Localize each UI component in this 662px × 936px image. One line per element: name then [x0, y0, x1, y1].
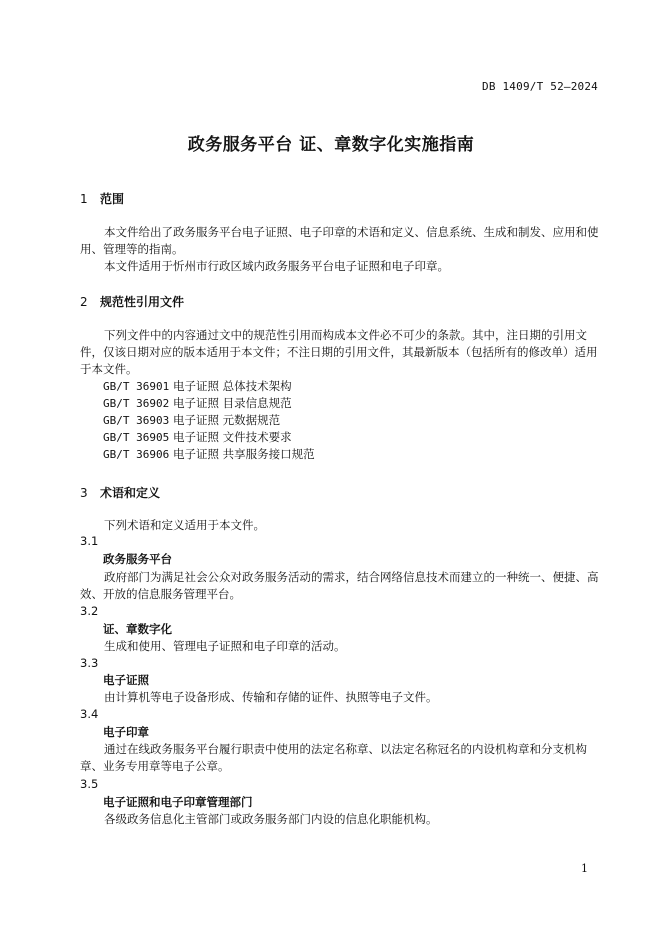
reference-name: 电子证照 目录信息规范 [173, 396, 292, 410]
reference-item [103, 429, 292, 445]
reference-code: GB/T 36902 [103, 397, 170, 410]
section-number: 1 [80, 192, 88, 206]
reference-code: GB/T 36905 [103, 431, 170, 444]
term-number: 3.5 [80, 777, 99, 791]
paragraph: 下列术语和定义适用于本文件。 [104, 518, 265, 532]
section-heading-normative-refs [80, 293, 184, 310]
section-number: 2 [80, 295, 88, 309]
term-name: 电子证照 [103, 673, 149, 687]
term-number: 3.3 [80, 656, 99, 670]
standard-code: DB 1409/T 52—2024 [482, 80, 598, 93]
section-number: 3 [80, 486, 88, 500]
reference-name: 电子证照 文件技术要求 [173, 430, 292, 444]
term-definition: 由计算机等电子设备形成、传输和存储的证件、执照等电子文件。 [104, 690, 438, 704]
term-name: 政务服务平台 [103, 552, 172, 566]
term-definition: 政府部门为满足社会公众对政务服务活动的需求，结合网络信息技术而建立的一种统一、便捷、高效、开放的信息服务管理平台。 [80, 570, 599, 601]
term-definition: 生成和使用、管理电子证照和电子印章的活动。 [104, 639, 346, 653]
reference-item [103, 395, 292, 411]
reference-code: GB/T 36903 [103, 414, 170, 427]
section-heading-scope [80, 190, 124, 207]
reference-code: GB/T 36901 [103, 380, 170, 393]
term-definition: 通过在线政务服务平台履行职责中使用的法定名称章、以法定名称冠名的内设机构章和分支机构章、业务专用章等电子公章。 [80, 742, 587, 773]
reference-name: 电子证照 共享服务接口规范 [173, 447, 315, 461]
term-number: 3.4 [80, 707, 99, 721]
reference-code: GB/T 36906 [103, 448, 170, 461]
term-name: 证、章数字化 [103, 622, 172, 636]
paragraph: 本文件给出了政务服务平台电子证照、电子印章的术语和定义、信息系统、生成和制发、应用和使用、管理等的指南。 [80, 225, 599, 256]
reference-name: 电子证照 总体技术架构 [173, 379, 292, 393]
section-title: 术语和定义 [100, 486, 161, 500]
reference-name: 电子证照 元数据规范 [173, 413, 281, 427]
reference-item [103, 378, 292, 394]
term-name: 电子证照和电子印章管理部门 [103, 795, 253, 809]
paragraph: 下列文件中的内容通过文中的规范性引用而构成本文件必不可少的条款。其中，注日期的引用文件，仅该日期对应的版本适用于本文件；不注日期的引用文件，其最新版本（包括所有的修改单）适用于本文件。 [80, 328, 598, 376]
document-title: 政务服务平台 证、章数字化实施指南 [187, 135, 475, 155]
section-title: 范围 [100, 192, 125, 206]
paragraph: 本文件适用于忻州市行政区域内政务服务平台电子证照和电子印章。 [104, 259, 449, 273]
reference-item [103, 446, 315, 462]
term-definition: 各级政务信息化主管部门或政务服务部门内设的信息化职能机构。 [104, 812, 438, 826]
page-number: 1 [581, 862, 588, 875]
term-number: 3.1 [80, 534, 99, 548]
section-title: 规范性引用文件 [100, 295, 185, 309]
term-number: 3.2 [80, 604, 99, 618]
term-name: 电子印章 [103, 725, 149, 739]
reference-item [103, 412, 280, 428]
section-heading-terms [80, 484, 160, 501]
